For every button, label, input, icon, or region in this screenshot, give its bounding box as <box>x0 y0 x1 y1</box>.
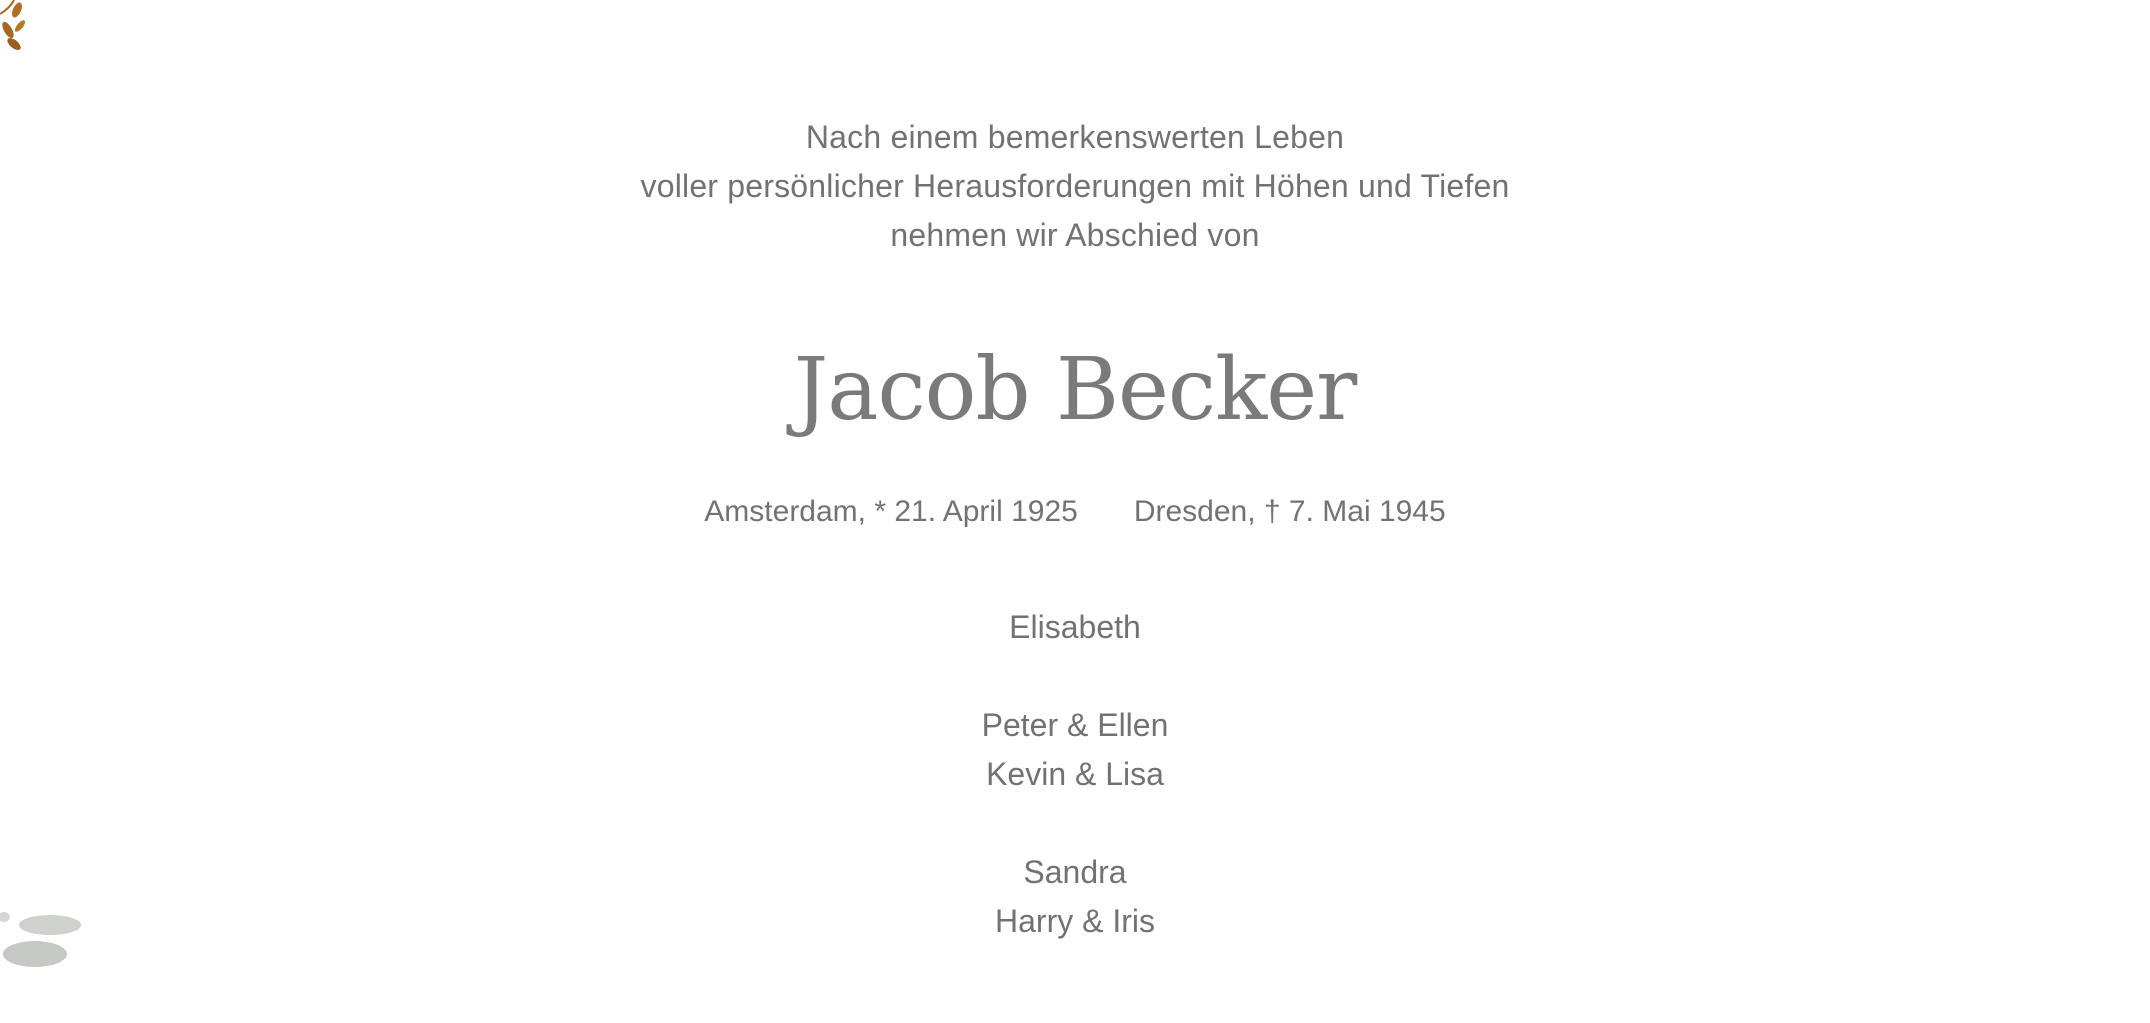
mourner-name: Sandra <box>1023 854 1127 890</box>
mourner-name: Peter & Ellen <box>981 707 1169 743</box>
mourner-name: Elisabeth <box>1009 609 1141 645</box>
intro-line: Nach einem bemerkenswerten Leben <box>805 119 1345 155</box>
intro-text <box>0 113 2150 260</box>
intro-line: voller persönlicher Herausforderungen mit Höhen und Tiefen <box>640 168 1510 204</box>
deceased-name: Jacob Becker <box>793 340 1357 440</box>
intro-line: nehmen wir Abschied von <box>890 217 1260 253</box>
death-date: Dresden, † 7. Mai 1945 <box>1133 495 1446 528</box>
birth-date: Amsterdam, * 21. April 1925 <box>704 495 1078 528</box>
mourner-group <box>0 848 2150 946</box>
life-dates <box>0 490 2150 534</box>
mourner-group <box>0 603 2150 652</box>
mourner-name: Kevin & Lisa <box>986 756 1164 792</box>
mourner-name: Harry & Iris <box>995 903 1155 939</box>
leaf-branch-icon <box>0 0 40 70</box>
mourner-group <box>0 701 2150 799</box>
